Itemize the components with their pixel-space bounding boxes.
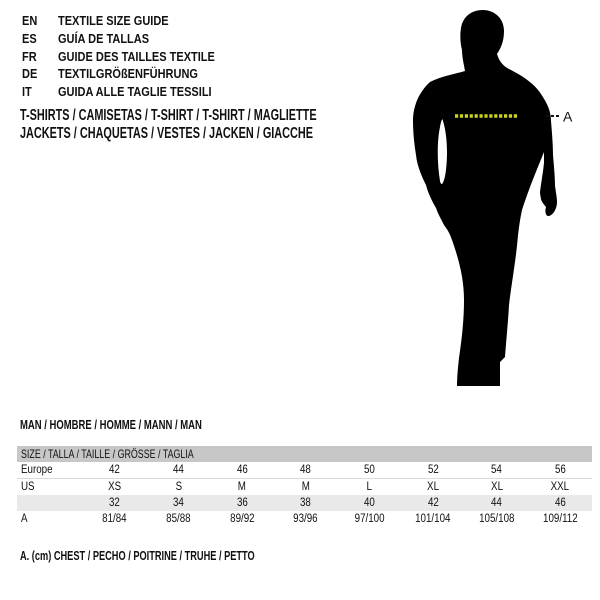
language-row bbox=[22, 31, 236, 49]
table-cell: 85/88 bbox=[166, 513, 191, 525]
table-cell: XXL bbox=[550, 481, 570, 493]
table-cell: XL bbox=[490, 481, 503, 493]
table-cell: 93/96 bbox=[293, 513, 318, 525]
table-cell: 44 bbox=[491, 497, 502, 509]
language-label: TEXTILE SIZE GUIDE bbox=[58, 14, 169, 28]
table-cell: 42 bbox=[109, 464, 121, 476]
section-title-man: MAN / HOMBRE / HOMME / MANN / MAN bbox=[20, 417, 202, 432]
language-row bbox=[22, 84, 236, 102]
table-cell: 32 bbox=[109, 497, 121, 509]
language-code: ES bbox=[22, 31, 37, 46]
table-cell: 36 bbox=[236, 497, 248, 509]
table-row-us-numeric bbox=[17, 495, 592, 511]
table-cell: 34 bbox=[172, 497, 184, 509]
table-cell: S bbox=[175, 481, 182, 493]
table-cell: 40 bbox=[363, 497, 375, 509]
language-label: GUÍA DE TALLAS bbox=[58, 31, 150, 46]
table-cell: XL bbox=[426, 481, 439, 493]
language-row bbox=[22, 66, 236, 84]
language-code: EN bbox=[22, 14, 38, 28]
language-code: IT bbox=[22, 85, 32, 100]
language-list bbox=[22, 13, 236, 102]
language-code: DE bbox=[22, 67, 38, 82]
table-cell: 54 bbox=[491, 464, 502, 476]
row-label: A bbox=[21, 513, 28, 525]
language-label: GUIDA ALLE TAGLIE TESSILI bbox=[58, 85, 212, 100]
measure-label-a: A bbox=[563, 108, 573, 125]
table-row-us bbox=[17, 479, 592, 495]
table-row-europe bbox=[17, 462, 592, 479]
table-cell: 89/92 bbox=[229, 513, 255, 525]
table-cell: 81/84 bbox=[102, 513, 128, 525]
table-cell: M bbox=[301, 481, 310, 493]
language-row bbox=[22, 49, 236, 67]
row-label bbox=[17, 495, 83, 511]
row-label: Europe bbox=[21, 464, 53, 476]
table-cell: M bbox=[237, 481, 247, 493]
table-cell: 44 bbox=[172, 464, 184, 476]
table-cell: 109/112 bbox=[542, 513, 578, 525]
category-lines bbox=[20, 107, 456, 144]
table-cell: 38 bbox=[300, 497, 312, 509]
table-cell: 48 bbox=[300, 464, 312, 476]
table-cell: L bbox=[366, 481, 373, 493]
table-cell: 50 bbox=[363, 464, 375, 476]
table-row-a-chest bbox=[17, 511, 592, 527]
table-cell: 46 bbox=[554, 497, 566, 509]
footnote-chest: A. (cm) CHEST / PECHO / POITRINE / TRUHE / PETTO bbox=[20, 548, 255, 563]
table-cell: 105/108 bbox=[478, 513, 515, 525]
table-cell: 56 bbox=[554, 464, 566, 476]
language-label: TEXTILGRÖßENFÜHRUNG bbox=[58, 67, 198, 82]
table-cell: 46 bbox=[236, 464, 248, 476]
row-label: US bbox=[21, 481, 35, 493]
language-label: GUIDE DES TAILLES TEXTILE bbox=[58, 49, 215, 64]
table-cell: XS bbox=[108, 481, 122, 493]
language-code: FR bbox=[22, 49, 37, 64]
table-cell: 97/100 bbox=[354, 513, 385, 525]
language-row bbox=[22, 13, 236, 31]
silhouette-body bbox=[413, 10, 557, 386]
category-line-tshirts: T-SHIRTS / CAMISETAS / T-SHIRT / T-SHIRT / MAGLIETTE bbox=[20, 107, 317, 124]
table-header-size: SIZE / TALLA / TAILLE / GRÖSSE / TAGLIA bbox=[17, 446, 592, 462]
table-cell: 101/104 bbox=[415, 513, 451, 525]
man-silhouette bbox=[400, 5, 585, 395]
table-cell: 42 bbox=[427, 497, 439, 509]
size-table bbox=[17, 446, 592, 527]
category-line-jackets: JACKETS / CHAQUETAS / VESTES / JACKEN / GIACCHE bbox=[20, 125, 313, 143]
table-cell: 52 bbox=[427, 464, 439, 476]
